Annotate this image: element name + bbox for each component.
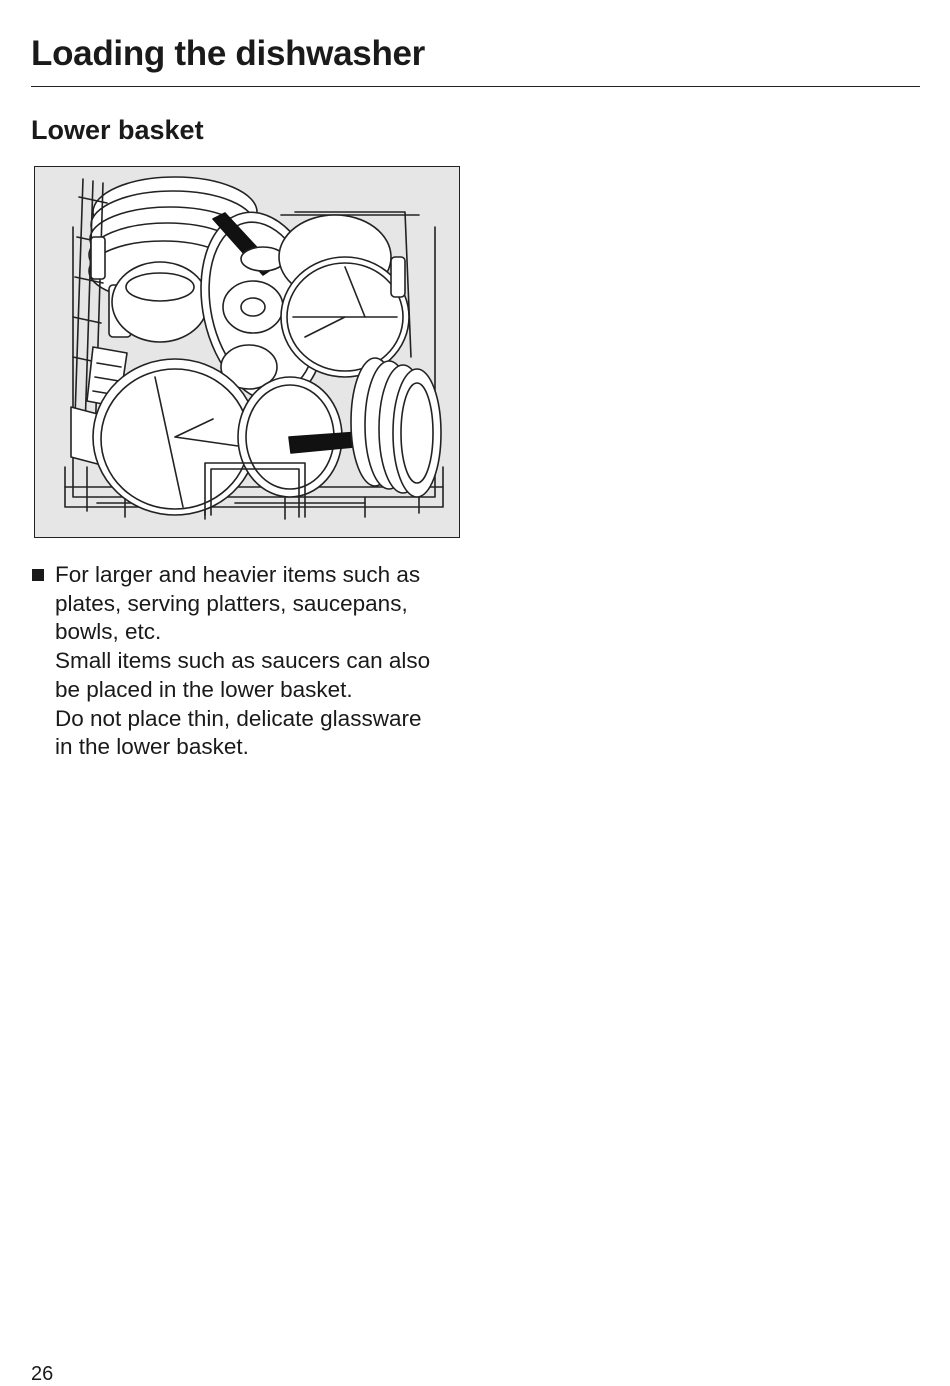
text-line: Do not place thin, delicate glassware — [55, 705, 422, 731]
square-bullet-icon — [32, 569, 44, 581]
text-line: in the lower basket. — [55, 734, 249, 760]
section-heading: Lower basket — [31, 115, 204, 145]
instruction-list — [31, 561, 471, 762]
text-line: bowls, etc. — [55, 619, 162, 645]
text-line: For larger and heavier items such as — [55, 562, 421, 587]
lower-basket-illustration — [34, 166, 460, 538]
page-number: 26 — [31, 1363, 54, 1385]
list-item — [31, 561, 471, 762]
upright-plates-right — [351, 358, 441, 497]
text-line: plates, serving platters, saucepans, — [55, 590, 408, 616]
page-title: Loading the dishwasher — [31, 34, 426, 73]
frying-pan-back-right — [279, 215, 409, 377]
title-divider — [31, 86, 920, 87]
bowl-back — [112, 262, 208, 342]
text-line: be placed in the lower basket. — [55, 676, 353, 702]
frying-pan-front-left — [93, 359, 257, 515]
text-line: Small items such as saucers can also — [55, 648, 431, 674]
